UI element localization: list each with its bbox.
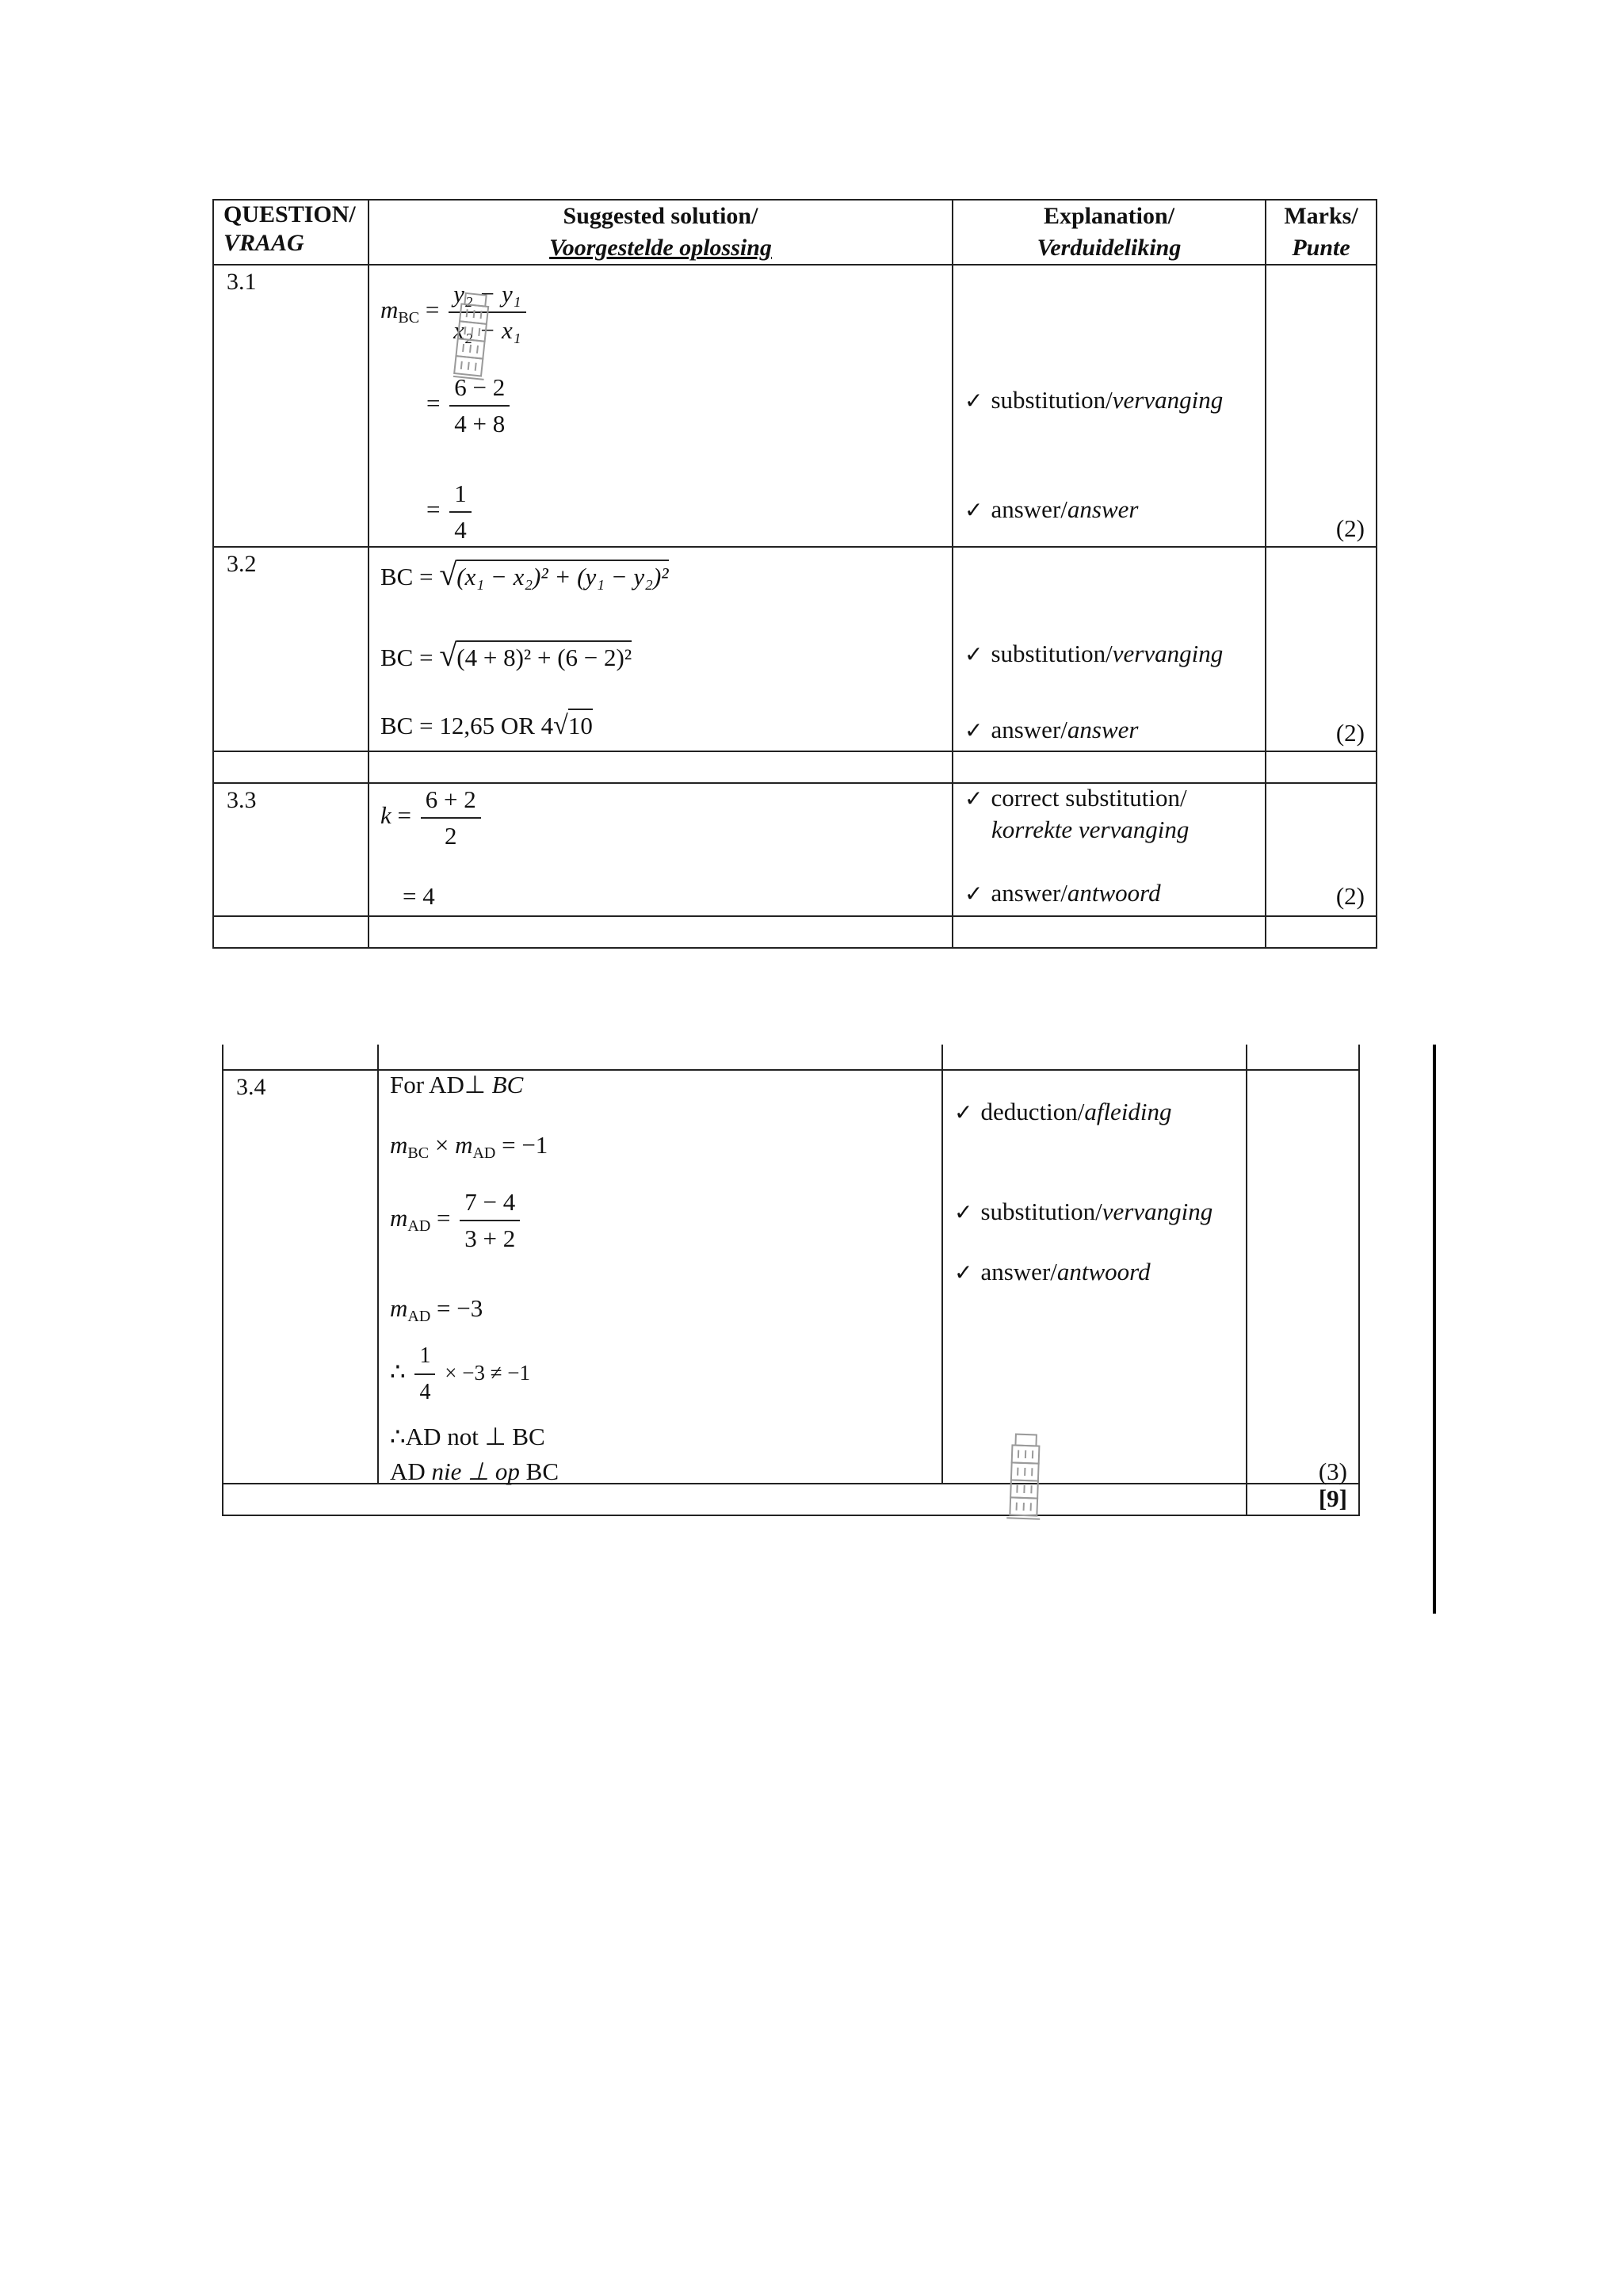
header-solution-en: Suggested solution/ (563, 203, 758, 229)
check-icon: ✓ (964, 717, 983, 743)
q32-line2-lhs: BC = (380, 644, 433, 671)
q33-formula (380, 785, 484, 850)
q33-check2 (964, 879, 1161, 907)
q31-eq2: = (426, 389, 441, 418)
header-marks (1266, 200, 1377, 265)
check-icon: ✓ (954, 1259, 973, 1286)
q34-line1-it: BC (491, 1071, 524, 1098)
memo-table-part2 (222, 1045, 1360, 1516)
solution-q32 (369, 547, 953, 751)
header-question-af: VRAAG (223, 230, 304, 256)
q34-eq3: = (430, 1204, 451, 1232)
spacer-row (213, 751, 1377, 783)
header-marks-en: Marks/ (1284, 203, 1358, 229)
q34-line2 (390, 1131, 548, 1163)
q33-den: 2 (444, 822, 457, 850)
q33-check2-af: antwoord (1067, 879, 1161, 907)
q34-line5-num: 1 (414, 1342, 435, 1375)
leaning-tower-watermark-icon (453, 291, 490, 384)
q34-check1 (954, 1098, 1172, 1126)
page-edge-rule (1433, 1045, 1436, 1614)
q34-s4: AD (407, 1308, 431, 1325)
continuation-row (223, 1045, 1359, 1070)
question-number: 3.1 (213, 265, 369, 547)
explanation-q31 (953, 265, 1266, 547)
check-icon: ✓ (964, 881, 983, 907)
q34-line7 (390, 1457, 559, 1486)
solution-q31 (369, 265, 953, 547)
q34-line1-text: For AD⊥ (390, 1071, 492, 1098)
q33-check1-en: correct substitution/ (991, 784, 1187, 812)
sqrt-icon: √ (553, 711, 568, 740)
q31-eq: = (425, 296, 440, 324)
q32-check1 (964, 640, 1223, 668)
q31-num: y₂ − y₁ (449, 280, 526, 313)
q34-check2 (954, 1198, 1212, 1226)
q32-check1-en: substitution/ (991, 640, 1113, 667)
q32-line3-text: BC = 12,65 OR 4 (380, 712, 554, 739)
row-q33 (213, 783, 1377, 916)
q31-den: x₂ − x₁ (453, 316, 521, 344)
row-q32 (213, 547, 1377, 751)
q31-marks: (2) (1335, 514, 1365, 542)
q33-k: k (380, 801, 391, 830)
explanation-q34 (942, 1070, 1247, 1484)
q34-m1: m (390, 1131, 408, 1159)
q34-marks: (3) (1318, 1457, 1347, 1485)
check-icon: ✓ (964, 641, 983, 667)
q34-check3 (954, 1258, 1151, 1286)
q34-check1-af: afleiding (1084, 1098, 1172, 1125)
q33-check1-af: korrekte vervanging (991, 816, 1190, 843)
question-number: 3.3 (213, 783, 369, 916)
check-icon: ✓ (964, 497, 983, 523)
question-number: 3.4 (223, 1070, 378, 1484)
sqrt-icon: √ (439, 637, 457, 673)
solution-q33 (369, 783, 953, 916)
q34-line6: ∴AD not ⊥ BC (390, 1423, 545, 1450)
header-question (213, 200, 369, 265)
q34-m4: m (390, 1294, 408, 1322)
header-question-en: QUESTION/ (223, 201, 356, 227)
spacer-row (213, 916, 1377, 948)
question-number: 3.2 (213, 547, 369, 751)
q34-line5-den: 4 (419, 1380, 431, 1404)
q31-check2-af: answer (1067, 495, 1139, 523)
q34-line5-end: × −3 ≠ −1 (445, 1361, 530, 1385)
q34-line4-end: = −3 (430, 1294, 483, 1322)
q34-line1 (390, 1071, 523, 1099)
q33-marks: (2) (1335, 882, 1365, 910)
q34-line7-it: nie ⊥ op (431, 1457, 520, 1485)
total-marks: [9] (1318, 1484, 1347, 1512)
sqrt-icon: √ (439, 556, 457, 592)
q33-check1 (964, 784, 1187, 812)
header-marks-af: Punte (1292, 235, 1350, 261)
check-icon: ✓ (964, 388, 983, 414)
q31-ans-num: 1 (449, 479, 472, 513)
q31-sub-num: 6 − 2 (449, 373, 510, 407)
q32-line3 (380, 711, 593, 741)
header-solution-af: Voorgestelde oplossing (549, 235, 772, 261)
q33-num: 6 + 2 (421, 785, 481, 819)
q32-check2-en: answer/ (991, 716, 1067, 743)
q32-marks: (2) (1335, 719, 1365, 747)
q32-line3-rad: 10 (568, 709, 593, 739)
q31-ans-den: 4 (454, 516, 467, 544)
q34-s1: BC (407, 1144, 430, 1162)
q34-fraction (460, 1188, 520, 1253)
q33-result: = 4 (403, 882, 435, 910)
marks-q31 (1266, 265, 1377, 547)
q34-line2-end: = −1 (495, 1131, 548, 1159)
q32-line2 (380, 636, 632, 674)
q34-check2-en: substitution/ (980, 1198, 1102, 1225)
explanation-q33 (953, 783, 1266, 916)
q31-check1-af: vervanging (1112, 386, 1224, 414)
q34-check3-en: answer/ (980, 1258, 1057, 1286)
q34-den: 3 + 2 (464, 1224, 516, 1252)
q34-line7-b: BC (519, 1457, 559, 1485)
total-cell (1247, 1484, 1359, 1515)
therefore-icon: ∴ (390, 1358, 406, 1386)
memo-table-part1 (212, 199, 1377, 949)
q34-m3: m (390, 1204, 408, 1232)
marks-q32 (1266, 547, 1377, 751)
q34-line4 (390, 1294, 483, 1326)
check-icon: ✓ (954, 1099, 973, 1125)
q34-line7-a: AD (390, 1457, 432, 1485)
header-explanation-af: Verduideliking (1037, 235, 1182, 261)
q32-check2 (964, 716, 1138, 744)
header-solution (369, 200, 953, 265)
header-explanation-en: Explanation/ (1043, 203, 1175, 229)
check-icon: ✓ (954, 1199, 973, 1225)
q34-check1-en: deduction/ (980, 1098, 1085, 1125)
q32-line1 (380, 556, 669, 593)
q32-line2-rad: (4 + 8)² + (6 − 2)² (456, 640, 632, 671)
header-explanation (953, 200, 1266, 265)
q31-answer (426, 479, 475, 544)
q34-s2: AD (472, 1144, 496, 1162)
row-q31 (213, 265, 1377, 547)
q32-line1-rad: (x₁ − x₂)² + (y₁ − y₂)² (456, 560, 668, 590)
q31-ans-fraction (449, 479, 472, 544)
q34-m2: m (455, 1131, 473, 1159)
explanation-q32 (953, 547, 1266, 751)
marks-q34 (1247, 1070, 1359, 1484)
solution-q34 (378, 1070, 942, 1484)
q33-fraction (421, 785, 481, 850)
q31-check2-en: answer/ (991, 495, 1067, 523)
total-row (223, 1484, 1359, 1515)
q34-check3-af: antwoord (1056, 1258, 1151, 1286)
q33-check2-en: answer/ (991, 879, 1067, 907)
q31-check2 (964, 495, 1138, 524)
header-row (213, 200, 1377, 265)
q34-line3 (390, 1188, 523, 1253)
q34-s3: AD (407, 1217, 431, 1236)
marks-q33 (1266, 783, 1377, 916)
q31-sub-den: 4 + 8 (454, 410, 506, 437)
total-row-blank (223, 1484, 1247, 1515)
q34-num: 7 − 4 (460, 1188, 520, 1221)
q34-check2-af: vervanging (1102, 1198, 1213, 1225)
check-icon: ✓ (964, 785, 983, 812)
row-q34 (223, 1070, 1359, 1484)
q31-m-sub: BC (398, 309, 420, 327)
q34-line5 (390, 1342, 530, 1407)
q32-check1-af: vervanging (1112, 640, 1224, 667)
q31-m: m (380, 296, 399, 324)
q34-mid: × (429, 1131, 456, 1159)
q32-check2-af: answer (1067, 716, 1139, 743)
q31-eq3: = (426, 495, 441, 524)
q34-line5-fraction (414, 1342, 435, 1407)
q31-check1-en: substitution/ (991, 386, 1113, 414)
leaning-tower-watermark-icon (1006, 1431, 1043, 1525)
q32-line1-lhs: BC = (380, 563, 433, 590)
q31-check1 (964, 386, 1223, 415)
q33-eq: = (397, 801, 411, 830)
